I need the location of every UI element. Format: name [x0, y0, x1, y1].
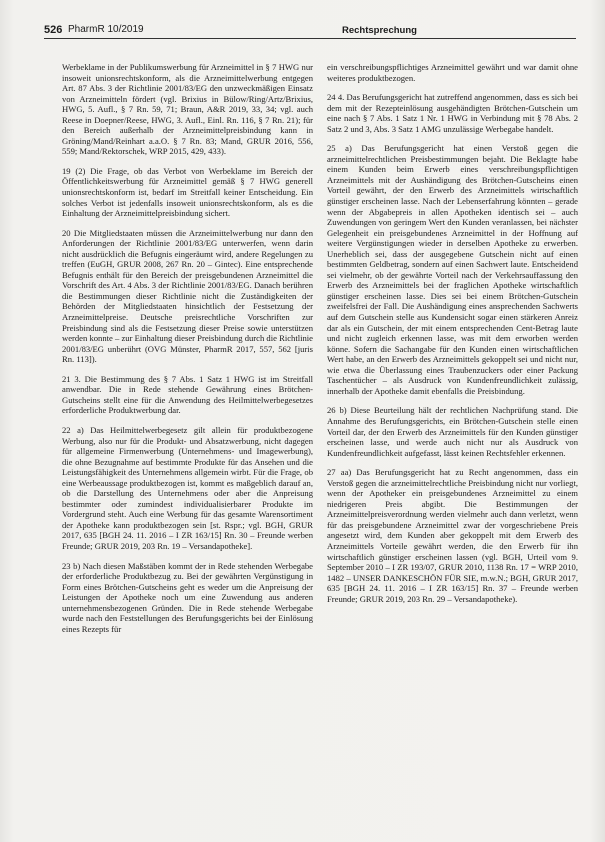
paragraph: 25 a) Das Berufungsgericht hat einen Verstoß gegen die arzneimittelrechtlichen Preisbestimmungen bejaht. Die Beklagte habe einem Kunden beim Erwerb eines verschreibungspflichtigen Arzneimittels mit der Aushändigung des Brötchen-Gutscheins einen Vorteil gewährt, der den Erwerb des Arzneimittels wirtschaftlich günstiger erscheinen lasse. Nach der Lebenserfahrung könnten – gerade wenn der Abgabepreis in allen Apotheken identisch sei – auch Zuwendungen von geringem Wert den Kunden veranlassen, bei nächster Gelegenheit ein preisgebundenes Arzneimittel in der Hoffnung auf weitere Vergünstigungen wieder in derselben Apotheke zu erwerben. Unerheblich sei, dass der ausgegebene Gutschein nicht auf einen bestimmten Geldbetrag, sondern auf einen Sachwert laute. Entscheidend sei vielmehr, ob der gewährte Vorteil nach der Verkehrsauffassung den Erwerb des Arzneimittels bei der fraglichen Apotheke wirtschaftlich günstiger erscheinen lasse. Dies sei bei einem Brötchen-Gutschein zweifelsfrei der Fall. Die Aushändigung eines ansprechenden Sachwerts auf dem Gutschein stelle aus Kundensicht sogar einen stärkeren Anreiz dar als ein Gutschein, der mit einem entsprechenden Cent-Betrag laute und nicht zugleich erkennen lasse, was mit dem erworben werden könne. Sofern die Sachangabe für den Kunden einen wirtschaftlichen Wert habe, an den Erwerb des Arzneimittels gekoppelt sei und nicht nur, wie etwa die Überlassung eines Traubenzuckers oder einer Packung Taschentücher – als Ausdruck von Kundenfreundlichkeit zulässig, innerhalb der Apotheke damit ebenfalls die Preisbindung.	[327, 143, 578, 396]
paragraph: Werbeklame in der Publikumswerbung für Arzneimittel in § 7 HWG nur insoweit unionsrechtskonform, als die Arzneimittelwerbung entgegen Art. 87 Abs. 3 der Richtlinie 2001/83/EG den unzweckmäßigen Einsatz von Arzneimitteln fördert (vgl. Brixius in Bülow/Ring/Artz/Brixius, HWG, 5. Aufl., § 7 Rn. 59, 71; Braun, A&R 2019, 33, 34; vgl. auch Reese in Doepner/Reese, HWG, 3. Aufl., Einl. Rn. 116, § 7 Rn. 21); für den Bereich außerhalb der Arzneimittelpreisbindung kann in Gröning/Mand/Reinhart a.a.O. § 7 Rn. 83; Mand, GRUR 2016, 556, 559; Mand/Rektorschek, WRP 2015, 429, 433).	[62, 62, 313, 157]
page-number: 526	[44, 24, 63, 36]
section-title: Rechtsprechung	[342, 25, 417, 36]
page-header	[44, 24, 576, 40]
right-column	[327, 62, 578, 604]
paragraph: ein verschreibungspflichtiges Arzneimittel gewährt und war damit ohne weiteres produktbezogen.	[327, 62, 578, 83]
journal-issue: PharmR 10/2019	[68, 24, 144, 35]
paragraph: 19 (2) Die Frage, ob das Verbot von Werbeklame im Bereich der Öffentlichkeitswerbung für Arzneimittel gemäß § 7 HWG generell unionsrechtskonform ist, bedarf im Streitfall keiner Entscheidung. Ein solches Verbot ist jedenfalls insoweit unionsrechtskonform, als es die Einhaltung der Arzneimittelpreisbindung sichert.	[62, 165, 313, 219]
paragraph: 21 3. Die Bestimmung des § 7 Abs. 1 Satz 1 HWG ist im Streitfall anwendbar. Die in Rede stehende Gewährung eines Brötchen-Gutscheins stellt eine für die Anwendung des Heilmittelwerbegesetzes erforderliche Produktwerbung dar.	[62, 373, 313, 416]
paragraph: 27 aa) Das Berufungsgericht hat zu Recht angenommen, dass ein Verstoß gegen die arzneimittelrechtliche Preisbindung nicht nur vorliegt, wenn der Apotheker ein preisgebundenes Arzneimittel zu einem niedrigeren Preis abgibt. Die Bestimmungen der Arzneimittelpreisverordnung werden vielmehr auch dann verletzt, wenn für das preisgebundene Arzneimittel zwar der vorgeschriebene Preis angesetzt wird, dem Kunden aber gekoppelt mit dem Erwerb des Arzneimittels Vorteile gewährt werden, die den Erwerb für ihn wirtschaftlich günstiger erscheinen lassen (vgl. BGH, Urteil vom 9. September 2010 – I ZR 193/07, GRUR 2010, 1138 Rn. 17 = WRP 2010, 1482 – UNSER DANKESCHÖN FÜR SIE, m.w.N.; BGH, GRUR 2017, 635 [BGH 24. 11. 2016 – I ZR 163/15] Rn. 37 – Freunde werben Freunde; GRUR 2019, 203 Rn. 29 – Versandapotheke).	[327, 467, 578, 604]
paragraph: 24 4. Das Berufungsgericht hat zutreffend angenommen, dass es sich bei dem mit der Rezepteinlösung ausgehändigten Brötchen-Gutschein um eine nach § 7 Abs. 1 Satz 1 Nr. 1 HWG in Verbindung mit § 78 Abs. 2 Satz 2 und 3, Abs. 3 Satz 1 AMG unzulässige Werbegabe handelt.	[327, 92, 578, 134]
left-column	[62, 62, 313, 634]
paragraph: 22 a) Das Heilmittelwerbegesetz gilt allein für produktbezogene Werbung, also nur für die Produkt- und Absatzwerbung, nicht dagegen für allgemeine Firmenwerbung (Unternehmens- und Imagewerbung), die ohne Bezugnahme auf bestimmte Produkte für das Ansehen und die Leistungsfähigkeit des Unternehmens allgemein wirbt. Für die Frage, ob eine Werbeaussage produktbezogen ist, kommt es maßgeblich darauf an, ob die Darstellung des Unternehmens oder aber die Anpreisung bestimmter oder zumindest individualisierbarer Produkte im Vordergrund steht. Auch eine Werbung für das gesamte Warensortiment der Apotheke kann produktbezogen sein [st. Rspr.; vgl. BGH, GRUR 2017, 635 [BGH 24. 11. 2016 – I ZR 163/15] Rn. 30 – Freunde werben Freunde; GRUR 2019, 203 Rn. 19 – Versandapotheke].	[62, 424, 313, 551]
header-divider	[44, 38, 576, 39]
paragraph: 23 b) Nach diesen Maßstäben kommt der in Rede stehenden Werbegabe der erforderliche Produktbezug zu. Bei der gewährten Vergünstigung in Form eines Brötchen-Gutscheins geht es weder um die Anpreisung der Leistungen der Apotheke noch um eine Zuwendung aus anderen unternehmensbezogenen Gründen. Die in Rede stehende Werbegabe wurde nach den Feststellungen des Berufungsgerichts bei der Einlösung eines Rezepts für	[62, 560, 313, 634]
paragraph: 26 b) Diese Beurteilung hält der rechtlichen Nachprüfung stand. Die Annahme des Berufungsgerichts, ein Brötchen-Gutschein stelle einen Vorteil dar, der den Erwerb des Arzneimittels für den Kunden günstiger erscheinen lasse, und werde auch nicht nur als Ausdruck von Kundenfreundlichkeit aufgefasst, lässt keinen Rechtsfehler erkennen.	[327, 405, 578, 458]
paragraph: 20 Die Mitgliedstaaten müssen die Arzneimittelwerbung nur dann den Anforderungen der Richtlinie 2001/83/EG unterwerfen, wenn darin nicht ausdrücklich die Befugnis eingeräumt wird, andere Regelungen zu treffen (EuGH, GRUR 2008, 267 Rn. 20 – Gintec). Eine entsprechende Befugnis enthält für den Bereich der preisgebundenen Arzneimittel die Vorschrift des Art. 4 Abs. 3 der Richtlinie 2001/83/EG. Danach berühren die Bestimmungen dieser Richtlinie nicht die Zuständigkeiten der Behörden der Mitgliedstaaten hinsichtlich der Festsetzung der Arzneimittelpreise. Deutsche preisrechtliche Vorschriften zur Preisbindung sind als die Festsetzung dieser Preise sowie unterstützen werden konnte – zur Einhaltung dieser Preisbindung durch die Richtlinie 2001/83/EG unberührt (OVG Münster, PharmR 2017, 557, 562 [juris Rn. 113]).	[62, 227, 313, 365]
